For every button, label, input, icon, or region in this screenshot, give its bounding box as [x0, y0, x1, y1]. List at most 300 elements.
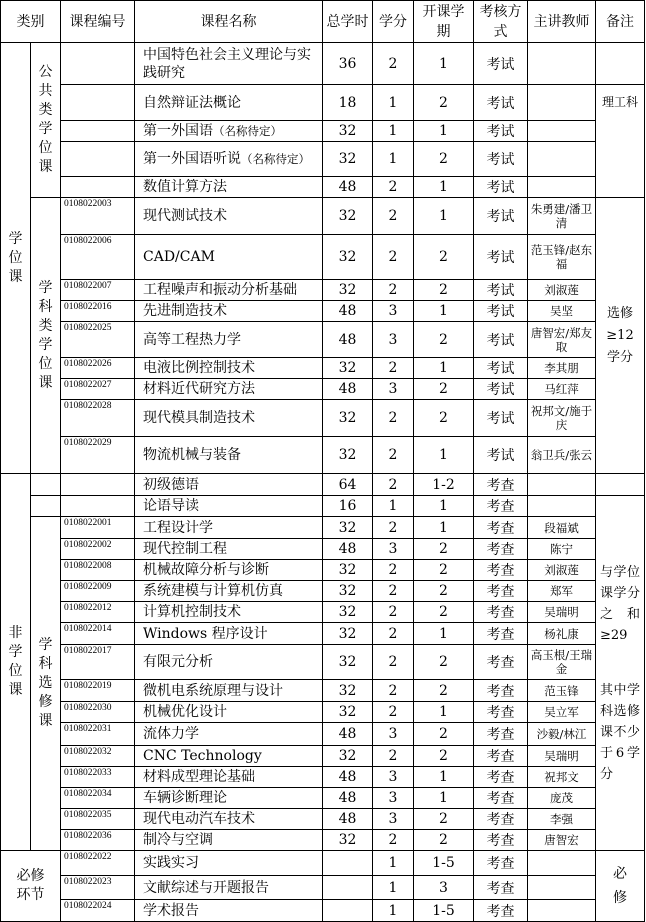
course-exam: 考查 [474, 602, 528, 623]
course-credits: 3 [373, 723, 414, 746]
table-row [1, 121, 645, 142]
course-code [61, 121, 135, 142]
course-exam: 考试 [474, 121, 528, 142]
course-exam: 考查 [474, 830, 528, 851]
course-teacher: 祝邦文 [528, 767, 596, 788]
course-credits: 2 [373, 280, 414, 301]
course-semester: 2 [414, 809, 474, 830]
table-row [1, 767, 645, 788]
course-exam: 考查 [474, 809, 528, 830]
course-semester: 1 [414, 437, 474, 474]
course-semester: 2 [414, 602, 474, 623]
course-code: 0108022008 [61, 560, 135, 581]
course-name [135, 474, 323, 496]
course-code [61, 496, 135, 517]
course-exam: 考试 [474, 235, 528, 280]
course-name-text: 机械优化设计 [143, 704, 227, 720]
course-semester: 2 [414, 645, 474, 680]
course-name [135, 121, 323, 142]
course-name [135, 788, 323, 809]
course-name-text: 现代测试技术 [143, 208, 227, 224]
course-name-text: 工程设计学 [143, 519, 213, 536]
header-row [1, 1, 645, 43]
course-name [135, 645, 323, 680]
course-teacher: 李其朋 [528, 358, 596, 379]
course-semester: 2 [414, 379, 474, 400]
course-teacher: 刘淑莲 [528, 560, 596, 581]
table-row [1, 517, 645, 539]
course-name-text: 实践实习 [143, 855, 199, 871]
course-name-text: 第一外国语听说 [143, 151, 241, 167]
course-name [135, 517, 323, 539]
course-code: 0108022029 [61, 437, 135, 474]
table-row [1, 581, 645, 602]
remark-public-text: 理工科 [601, 95, 638, 109]
course-teacher: 朱勇建/潘卫清 [528, 198, 596, 235]
course-name [135, 301, 323, 322]
course-teacher [528, 900, 596, 922]
course-exam: 考查 [474, 702, 528, 723]
table-row [1, 301, 645, 322]
table-row [1, 702, 645, 723]
table-row [1, 177, 645, 198]
course-exam: 考查 [474, 517, 528, 539]
course-exam: 考查 [474, 900, 528, 922]
course-teacher: 范玉锋 [528, 680, 596, 702]
course-teacher [528, 177, 596, 198]
course-exam: 考查 [474, 539, 528, 560]
course-credits: 2 [373, 474, 414, 496]
course-code: 0108022009 [61, 581, 135, 602]
table-row [1, 437, 645, 474]
course-teacher: 吴立军 [528, 702, 596, 723]
course-hours: 32 [323, 680, 373, 702]
course-exam: 考试 [474, 358, 528, 379]
course-semester: 2 [414, 280, 474, 301]
table-row [1, 358, 645, 379]
course-hours: 48 [323, 177, 373, 198]
course-code: 0108022025 [61, 322, 135, 358]
subcategory-subject-label: 学科类学位课 [38, 279, 53, 391]
course-semester: 1 [414, 702, 474, 723]
course-hours [323, 876, 373, 900]
table-row [1, 900, 645, 922]
course-code: 0108022017 [61, 645, 135, 680]
course-hours: 48 [323, 539, 373, 560]
course-semester: 2 [414, 680, 474, 702]
course-semester: 2 [414, 746, 474, 767]
course-exam: 考查 [474, 581, 528, 602]
course-credits: 3 [373, 379, 414, 400]
course-name [135, 623, 323, 645]
course-hours: 32 [323, 280, 373, 301]
course-name [135, 851, 323, 876]
course-code: 0108022035 [61, 809, 135, 830]
course-credits: 3 [373, 301, 414, 322]
course-semester: 2 [414, 539, 474, 560]
course-teacher: 马红萍 [528, 379, 596, 400]
table-row [1, 723, 645, 746]
course-credits: 2 [373, 830, 414, 851]
course-credits: 3 [373, 809, 414, 830]
course-name [135, 437, 323, 474]
course-credits: 1 [373, 142, 414, 177]
table-row [1, 560, 645, 581]
course-name-text: 学术报告 [143, 902, 199, 919]
course-exam: 考试 [474, 322, 528, 358]
course-teacher [528, 43, 596, 85]
course-credits: 2 [373, 680, 414, 702]
course-exam: 考试 [474, 301, 528, 322]
course-teacher: 吴瑞明 [528, 602, 596, 623]
course-hours: 18 [323, 85, 373, 121]
course-semester: 2 [414, 723, 474, 746]
course-name [135, 809, 323, 830]
table-row [1, 602, 645, 623]
course-exam: 考查 [474, 645, 528, 680]
remark-required-text: 必修 [613, 866, 627, 906]
course-teacher [528, 496, 596, 517]
course-hours: 64 [323, 474, 373, 496]
course-exam: 考试 [474, 379, 528, 400]
course-teacher [528, 876, 596, 900]
table-row [1, 280, 645, 301]
course-name-text: 流体力学 [143, 726, 199, 742]
course-teacher: 刘淑莲 [528, 280, 596, 301]
course-name [135, 358, 323, 379]
course-code: 0108022023 [61, 876, 135, 900]
course-hours: 32 [323, 142, 373, 177]
header-teacher: 主讲教师 [528, 1, 596, 43]
course-code: 0108022024 [61, 900, 135, 922]
category-nondegree [1, 474, 31, 851]
course-name-text: 先进制造技术 [143, 303, 227, 319]
course-name [135, 177, 323, 198]
course-name [135, 539, 323, 560]
header-credits: 学分 [373, 1, 414, 43]
course-semester: 1 [414, 198, 474, 235]
course-code: 0108022031 [61, 723, 135, 746]
course-code: 0108022002 [61, 539, 135, 560]
course-name-text: 数值计算方法 [143, 179, 227, 195]
course-name [135, 702, 323, 723]
course-exam: 考查 [474, 723, 528, 746]
course-credits: 2 [373, 746, 414, 767]
course-semester: 1 [414, 496, 474, 517]
course-hours: 32 [323, 581, 373, 602]
course-teacher: 吴瑞明 [528, 746, 596, 767]
course-name-text: 工程噪声和振动分析基础 [143, 282, 297, 298]
course-credits: 1 [373, 496, 414, 517]
course-name-text: 文献综述与开题报告 [143, 879, 269, 896]
course-hours: 32 [323, 358, 373, 379]
course-semester: 1 [414, 623, 474, 645]
table-row [1, 322, 645, 358]
course-credits: 2 [373, 602, 414, 623]
header-code: 课程编号 [61, 1, 135, 43]
course-semester: 1-5 [414, 851, 474, 876]
course-code: 0108022022 [61, 851, 135, 876]
course-hours: 32 [323, 517, 373, 539]
course-name [135, 680, 323, 702]
course-name [135, 746, 323, 767]
course-code: 0108022032 [61, 746, 135, 767]
course-exam: 考查 [474, 746, 528, 767]
course-name-text: 电液比例控制技术 [143, 360, 255, 376]
course-exam: 考试 [474, 142, 528, 177]
course-name [135, 496, 323, 517]
course-semester: 2 [414, 400, 474, 437]
course-name-text: 有限元分析 [143, 654, 213, 670]
course-exam: 考试 [474, 198, 528, 235]
course-code [61, 177, 135, 198]
course-teacher: 陈宁 [528, 539, 596, 560]
course-code [61, 85, 135, 121]
course-teacher: 庞茂 [528, 788, 596, 809]
table-row [1, 830, 645, 851]
table-row [1, 788, 645, 809]
remark-required [596, 851, 645, 922]
course-name [135, 85, 323, 121]
course-credits: 1 [373, 900, 414, 922]
course-exam: 考试 [474, 177, 528, 198]
course-code: 0108022030 [61, 702, 135, 723]
course-credits: 2 [373, 400, 414, 437]
course-name [135, 723, 323, 746]
subcategory-elective [31, 517, 61, 851]
course-name [135, 198, 323, 235]
course-name-text: 自然辩证法概论 [143, 94, 241, 111]
table-row [1, 474, 645, 496]
course-credits: 2 [373, 437, 414, 474]
course-teacher: 沙毅/林江 [528, 723, 596, 746]
course-teacher [528, 851, 596, 876]
course-semester: 1 [414, 177, 474, 198]
remark-empty [596, 474, 645, 496]
course-semester: 2 [414, 142, 474, 177]
course-semester: 2 [414, 322, 474, 358]
course-credits: 1 [373, 851, 414, 876]
course-exam: 考查 [474, 767, 528, 788]
category-required-label: 必修环节 [16, 868, 45, 903]
course-hours: 32 [323, 437, 373, 474]
course-teacher: 翁卫兵/张云 [528, 437, 596, 474]
course-semester: 2 [414, 830, 474, 851]
course-credits: 2 [373, 517, 414, 539]
course-teacher: 杨礼康 [528, 623, 596, 645]
course-hours: 32 [323, 400, 373, 437]
course-name [135, 876, 323, 900]
course-code: 0108022006 [61, 235, 135, 280]
table-row [1, 43, 645, 85]
course-hours: 32 [323, 198, 373, 235]
course-credits: 2 [373, 623, 414, 645]
course-teacher: 范玉锋/赵东福 [528, 235, 596, 280]
course-code: 0108022026 [61, 358, 135, 379]
course-hours: 48 [323, 379, 373, 400]
course-teacher [528, 121, 596, 142]
subcategory-elective-label: 学科选修课 [38, 637, 53, 729]
course-semester: 3 [414, 876, 474, 900]
course-hours: 32 [323, 746, 373, 767]
table-row [1, 142, 645, 177]
course-name-text: 材料近代研究方法 [143, 381, 255, 397]
course-code [61, 474, 135, 496]
course-name [135, 900, 323, 922]
table-row [1, 539, 645, 560]
course-name-text: 现代控制工程 [143, 541, 227, 557]
course-semester: 1 [414, 788, 474, 809]
course-name-text: 计算机控制技术 [143, 604, 241, 620]
course-exam: 考查 [474, 496, 528, 517]
course-exam: 考查 [474, 851, 528, 876]
course-hours: 48 [323, 788, 373, 809]
remark-elective-b: 其中学科选修课不少于6学分 [600, 682, 640, 782]
course-hours: 32 [323, 830, 373, 851]
table-row [1, 400, 645, 437]
course-credits: 2 [373, 43, 414, 85]
header-hours: 总学时 [323, 1, 373, 43]
course-credits: 3 [373, 539, 414, 560]
table-row [1, 623, 645, 645]
course-name-text: 中国特色社会主义理论与实践研究 [143, 46, 311, 81]
course-name-text: CNC Technology [143, 748, 262, 764]
course-exam: 考试 [474, 85, 528, 121]
course-teacher: 郑军 [528, 581, 596, 602]
table-row [1, 876, 645, 900]
course-semester: 1 [414, 301, 474, 322]
remark-elective [596, 496, 645, 851]
course-code: 0108022028 [61, 400, 135, 437]
course-exam: 考试 [474, 400, 528, 437]
course-teacher: 李强 [528, 809, 596, 830]
remark-elective-a: 与学位课学分之和≥29 [600, 564, 640, 643]
subcategory-public [31, 43, 61, 198]
course-hours: 48 [323, 809, 373, 830]
remark-subject [596, 198, 645, 474]
course-code [61, 142, 135, 177]
course-credits: 3 [373, 788, 414, 809]
course-credits: 3 [373, 322, 414, 358]
course-code: 0108022034 [61, 788, 135, 809]
course-code: 0108022036 [61, 830, 135, 851]
course-name [135, 379, 323, 400]
course-name-text: 第一外国语 [143, 123, 213, 139]
course-name [135, 830, 323, 851]
course-code: 0108022007 [61, 280, 135, 301]
course-exam: 考试 [474, 437, 528, 474]
course-teacher: 段福斌 [528, 517, 596, 539]
category-nondegree-label: 非学位课 [8, 625, 23, 698]
course-credits: 2 [373, 702, 414, 723]
table-row [1, 851, 645, 876]
course-hours: 48 [323, 301, 373, 322]
course-credits: 2 [373, 235, 414, 280]
course-semester: 2 [414, 85, 474, 121]
course-semester: 1 [414, 517, 474, 539]
course-name [135, 322, 323, 358]
course-name-text: 论语导读 [143, 498, 199, 514]
course-credits: 2 [373, 358, 414, 379]
course-name [135, 602, 323, 623]
course-exam: 考查 [474, 788, 528, 809]
course-hours: 32 [323, 235, 373, 280]
table-row [1, 198, 645, 235]
course-name-text: 车辆诊断理论 [143, 790, 227, 806]
course-exam: 考查 [474, 560, 528, 581]
course-teacher: 祝邦文/施于庆 [528, 400, 596, 437]
table-row [1, 496, 645, 517]
course-exam: 考试 [474, 43, 528, 85]
course-name [135, 43, 323, 85]
course-name [135, 235, 323, 280]
course-credits: 1 [373, 85, 414, 121]
table-row [1, 85, 645, 121]
course-credits: 2 [373, 560, 414, 581]
course-name [135, 560, 323, 581]
course-semester: 1-2 [414, 474, 474, 496]
course-code: 0108022014 [61, 623, 135, 645]
course-credits: 1 [373, 876, 414, 900]
course-hours: 16 [323, 496, 373, 517]
course-exam: 考试 [474, 280, 528, 301]
course-hours: 48 [323, 322, 373, 358]
category-required [1, 851, 61, 922]
course-hours [323, 851, 373, 876]
category-degree-label: 学位课 [8, 230, 23, 285]
table-row [1, 746, 645, 767]
course-semester: 2 [414, 581, 474, 602]
remark-empty [596, 43, 645, 85]
course-name [135, 400, 323, 437]
course-credits: 3 [373, 767, 414, 788]
course-name-note: （名称待定） [213, 124, 282, 138]
course-hours: 36 [323, 43, 373, 85]
course-teacher: 高玉根/王瑞金 [528, 645, 596, 680]
course-name-text: 制冷与空调 [143, 832, 213, 848]
subcategory-subject [31, 198, 61, 474]
course-name-text: 微机电系统原理与设计 [143, 682, 283, 699]
course-hours: 32 [323, 623, 373, 645]
course-name [135, 581, 323, 602]
course-teacher [528, 474, 596, 496]
course-name-text: 高等工程热力学 [143, 331, 241, 348]
course-credits: 2 [373, 581, 414, 602]
course-semester: 1 [414, 121, 474, 142]
header-category: 类别 [1, 1, 61, 43]
course-name-text: CAD/CAM [143, 249, 215, 265]
course-name-text: 初级德语 [143, 476, 199, 493]
course-hours: 32 [323, 645, 373, 680]
course-semester: 2 [414, 560, 474, 581]
table-row [1, 645, 645, 680]
course-teacher [528, 85, 596, 121]
course-code: 0108022016 [61, 301, 135, 322]
course-semester: 2 [414, 235, 474, 280]
course-hours: 48 [323, 767, 373, 788]
header-name: 课程名称 [135, 1, 323, 43]
course-name-text: Windows 程序设计 [143, 625, 268, 642]
category-degree [1, 43, 31, 474]
course-name-text: 材料成型理论基础 [143, 769, 255, 785]
course-exam: 考查 [474, 623, 528, 645]
table-row [1, 809, 645, 830]
header-semester: 开课学期 [414, 1, 474, 43]
course-credits: 2 [373, 645, 414, 680]
course-teacher: 唐智宏/郑友取 [528, 322, 596, 358]
remark-public [596, 85, 645, 198]
course-code: 0108022027 [61, 379, 135, 400]
